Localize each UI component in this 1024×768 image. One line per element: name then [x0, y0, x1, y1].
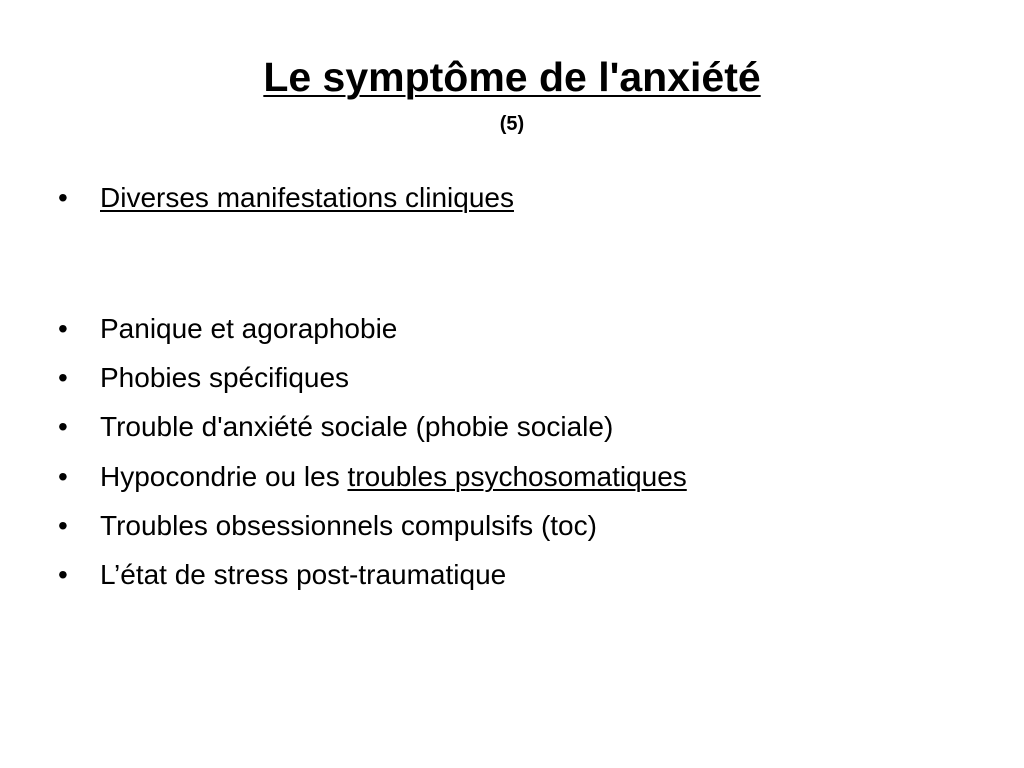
- bullet-header-text: Diverses manifestations cliniques: [100, 182, 514, 213]
- bullet-item: [58, 460, 687, 494]
- bullet-icon: •: [58, 559, 68, 590]
- bullet-icon: •: [58, 461, 68, 492]
- bullet-header: [58, 181, 514, 215]
- bullet-item: [58, 361, 349, 395]
- bullet-text: Trouble d'anxiété sociale (phobie sociale): [100, 411, 614, 442]
- bullet-text: Hypocondrie ou les: [100, 461, 348, 492]
- slide-title: Le symptôme de l'anxiété: [263, 54, 761, 100]
- bullet-icon: •: [58, 411, 68, 442]
- bullet-icon: •: [58, 182, 68, 213]
- slide-subtitle: (5): [499, 113, 525, 135]
- bullet-item: [58, 312, 397, 346]
- bullet-icon: •: [58, 313, 68, 344]
- bullet-icon: •: [58, 362, 68, 393]
- bullet-text: Panique et agoraphobie: [100, 313, 398, 344]
- psychosomatic-link[interactable]: troubles psychosomatiques: [347, 461, 687, 492]
- bullet-text: Troubles obsessionnels compulsifs (toc): [100, 510, 597, 541]
- bullet-item: [58, 558, 506, 592]
- bullet-item: [58, 410, 613, 444]
- bullet-icon: •: [58, 510, 68, 541]
- bullet-item: [58, 509, 597, 543]
- bullet-text: L’état de stress post-traumatique: [100, 559, 507, 590]
- bullet-text: Phobies spécifiques: [100, 362, 350, 393]
